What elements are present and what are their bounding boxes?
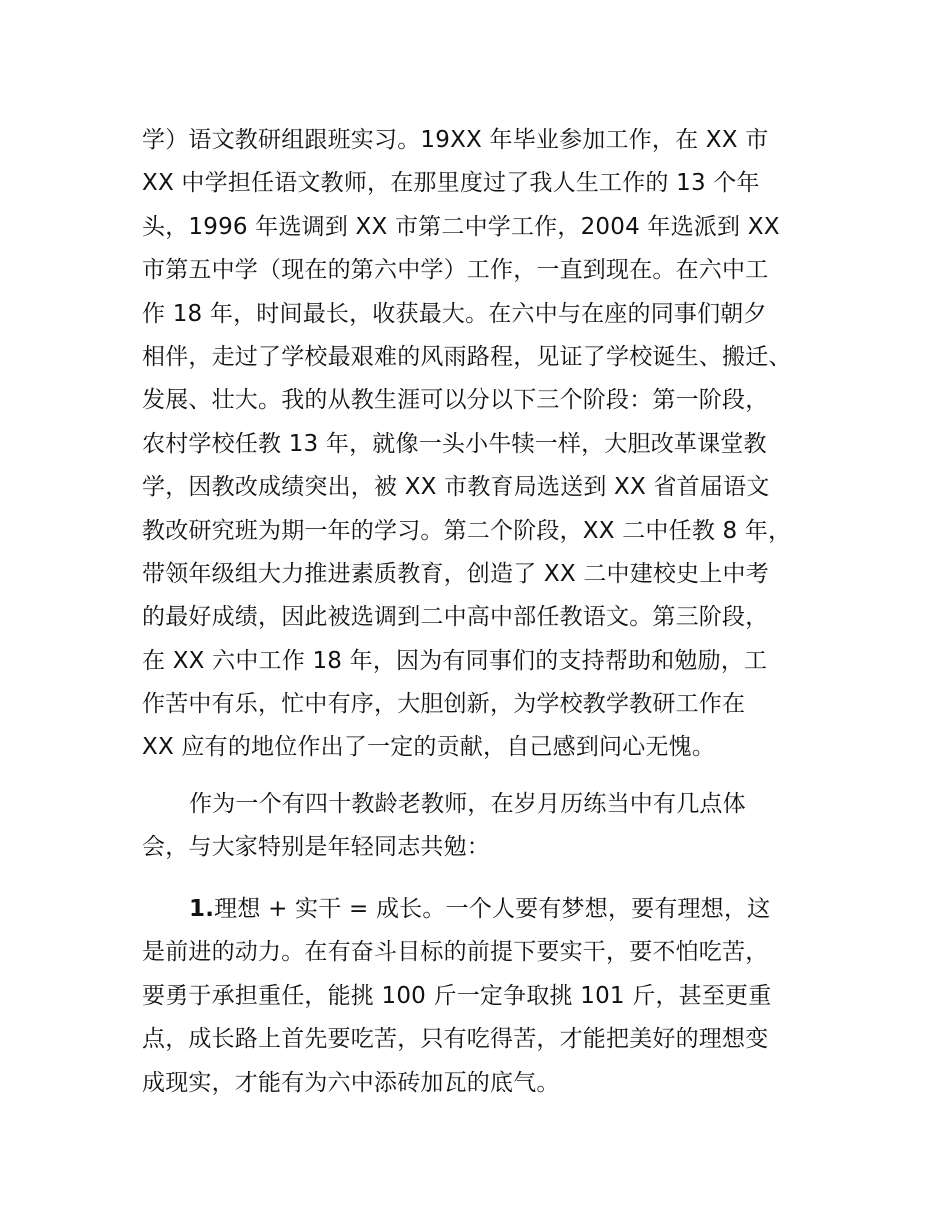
text-line: 要勇于承担重任，能挑 100 斤一定争取挑 101 斤，甚至更重 xyxy=(142,982,772,1009)
paragraph-career-stages xyxy=(142,119,832,770)
text-line: 学）语文教研组跟班实习。19XX 年毕业参加工作，在 XX 市 xyxy=(142,127,769,153)
text-line: 作 18 年，时间最长，收获最大。在六中与在座的同事们朝夕 xyxy=(142,300,767,327)
text-line: 点，成长路上首先要吃苦，只有吃得苦，才能把美好的理想变 xyxy=(142,1026,769,1053)
text-line: 作苦中有乐，忙中有序，大胆创新，为学校教学教研工作在 xyxy=(142,691,746,718)
text-line: 的最好成绩，因此被选调到二中高中部任教语文。第三阶段， xyxy=(142,604,769,631)
text-line: 教改研究班为期一年的学习。第二个阶段，XX 二中任教 8 年， xyxy=(142,517,792,544)
text-line: 相伴，走过了学校最艰难的风雨路程，见证了学校诞生、搬迁、 xyxy=(142,343,792,370)
text-line: 农村学校任教 13 年，就像一头小牛犊一样，大胆改革课堂教 xyxy=(142,430,767,457)
text-line: 头，1996 年选调到 XX 市第二中学工作，2004 年选派到 XX xyxy=(142,213,780,240)
text-line: 作为一个有四十教龄老教师，在岁月历练当中有几点体 xyxy=(189,791,746,817)
text-line: 是前进的动力。在有奋斗目标的前提下要实干，要不怕吃苦， xyxy=(142,939,769,966)
text-line: 带领年级组大力推进素质教育，创造了 XX 二中建校史上中考 xyxy=(142,560,769,587)
text-line: 市第五中学（现在的第六中学）工作，一直到现在。在六中工 xyxy=(142,257,769,284)
text-line: 在 XX 六中工作 18 年，因为有同事们的支持帮助和勉励，工 xyxy=(142,647,768,674)
point-heading-text: 理想 + 实干 = 成长。一个人要有梦想，要有理想，这 xyxy=(214,896,771,922)
text-line: 成现实，才能有为六中添砖加瓦的底气。 xyxy=(142,1069,560,1096)
list-number: 1. xyxy=(189,896,215,922)
text-line xyxy=(142,888,832,931)
text-line: XX 应有的地位作出了一定的贡献，自己感到问心无愧。 xyxy=(142,734,716,761)
text-line: 会，与大家特别是年轻同志共勉： xyxy=(142,834,490,861)
text-line: XX 中学担任语文教师，在那里度过了我人生工作的 13 个年 xyxy=(142,170,760,197)
text-line: 发展、壮大。我的从教生涯可以分以下三个阶段：第一阶段， xyxy=(142,387,769,414)
text-line: 学，因教改成绩突出，被 XX 市教育局选送到 XX 省首届语文 xyxy=(142,474,770,501)
paragraph-point-one xyxy=(142,888,832,1105)
paragraph-experience-intro xyxy=(142,783,832,870)
